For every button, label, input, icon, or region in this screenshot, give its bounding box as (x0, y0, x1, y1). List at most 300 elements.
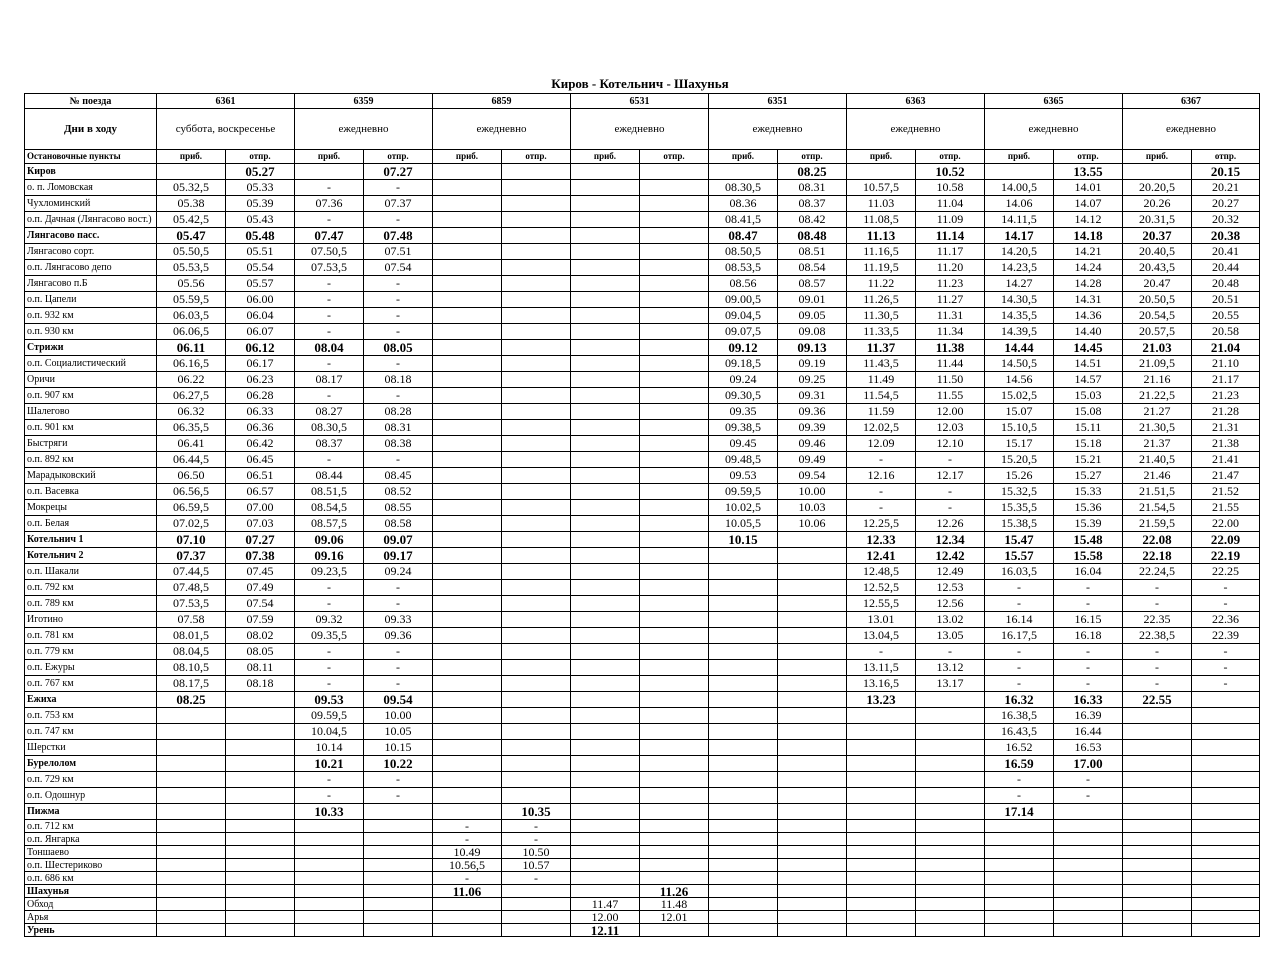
train-number: 6365 (985, 94, 1123, 109)
arrival-time (571, 356, 640, 372)
train-number: 6361 (157, 94, 295, 109)
arrival-time: - (985, 676, 1054, 692)
arrival-time (295, 872, 364, 885)
arrival-time: 13.16,5 (847, 676, 916, 692)
departure-time: 22.19 (1192, 548, 1260, 564)
departure-time: - (1054, 676, 1123, 692)
departure-time (502, 356, 571, 372)
arrival-time (433, 532, 502, 548)
departure-time (502, 372, 571, 388)
departure-time (778, 724, 847, 740)
departure-time: 21.52 (1192, 484, 1260, 500)
departure-time: - (916, 452, 985, 468)
departure-time (502, 756, 571, 772)
stop-row (25, 580, 1260, 596)
stop-name: о.п. 901 км (25, 420, 157, 436)
arrival-time: - (433, 833, 502, 846)
departure-time: 13.02 (916, 612, 985, 628)
stop-row (25, 924, 1260, 937)
arrival-time: 11.54,5 (847, 388, 916, 404)
departure-time (226, 898, 295, 911)
arrival-time: 22.08 (1123, 532, 1192, 548)
departure-time (640, 356, 709, 372)
departure-time (502, 228, 571, 244)
arrival-time (295, 924, 364, 937)
stop-row (25, 388, 1260, 404)
arrival-time: 06.56,5 (157, 484, 226, 500)
departure-time (640, 452, 709, 468)
arrival-time: - (295, 356, 364, 372)
departure-time: 06.45 (226, 452, 295, 468)
arrival-time (433, 564, 502, 580)
departure-time: - (1054, 788, 1123, 804)
departure-time (640, 740, 709, 756)
arrival-time (1123, 820, 1192, 833)
stop-name: Оричи (25, 372, 157, 388)
departure-time (778, 833, 847, 846)
stop-name: Киров (25, 164, 157, 180)
stop-row (25, 676, 1260, 692)
departure-time (1192, 820, 1260, 833)
arrival-time: - (295, 292, 364, 308)
departure-time (916, 788, 985, 804)
departure-time: 12.03 (916, 420, 985, 436)
departure-time: 16.15 (1054, 612, 1123, 628)
arrival-time (433, 404, 502, 420)
departure-time (640, 372, 709, 388)
departure-time: 09.33 (364, 612, 433, 628)
arrival-time: 09.30,5 (709, 388, 778, 404)
arrival-time: 16.03,5 (985, 564, 1054, 580)
stop-row (25, 436, 1260, 452)
arrival-time (157, 885, 226, 898)
stop-row (25, 740, 1260, 756)
stop-name: о.п. Янгарка (25, 833, 157, 846)
stop-row (25, 420, 1260, 436)
departure-time: 11.55 (916, 388, 985, 404)
arrival-time: 14.20,5 (985, 244, 1054, 260)
arrival-time (571, 532, 640, 548)
arrival-time (571, 756, 640, 772)
stop-row (25, 708, 1260, 724)
arrival-time (985, 820, 1054, 833)
departure-time: - (1192, 676, 1260, 692)
departure-time (1192, 885, 1260, 898)
departure-time: - (364, 180, 433, 196)
arrival-time: - (433, 820, 502, 833)
departure-time (640, 212, 709, 228)
arrival-time (709, 628, 778, 644)
departure-time: 06.07 (226, 324, 295, 340)
departure-time: 08.38 (364, 436, 433, 452)
arrival-time (157, 724, 226, 740)
stop-row (25, 644, 1260, 660)
arrival-time (157, 872, 226, 885)
arrival-time (571, 452, 640, 468)
departure-time: 14.07 (1054, 196, 1123, 212)
departure-time: 15.33 (1054, 484, 1123, 500)
arrival-time (433, 500, 502, 516)
arrival-time (571, 628, 640, 644)
stop-row (25, 804, 1260, 820)
arrival-time (295, 911, 364, 924)
arrival-time (433, 484, 502, 500)
departure-time (502, 580, 571, 596)
arrival-time: 09.53 (709, 468, 778, 484)
arrival-time: 14.56 (985, 372, 1054, 388)
stop-row (25, 612, 1260, 628)
arrival-time (295, 833, 364, 846)
departure-time: 15.03 (1054, 388, 1123, 404)
arrival-time (571, 564, 640, 580)
departure-time: 08.05 (226, 644, 295, 660)
arrival-time (571, 676, 640, 692)
departure-time (778, 756, 847, 772)
departure-time (502, 308, 571, 324)
arrival-time: 13.04,5 (847, 628, 916, 644)
arrival-time: 20.47 (1123, 276, 1192, 292)
departure-time (640, 708, 709, 724)
arrival-time (1123, 740, 1192, 756)
arrival-time: 20.50,5 (1123, 292, 1192, 308)
stop-name: Иготино (25, 612, 157, 628)
arrival-time: 08.53,5 (709, 260, 778, 276)
departure-time: 08.54 (778, 260, 847, 276)
departure-time: 16.53 (1054, 740, 1123, 756)
departure-time (502, 548, 571, 564)
arrival-time: - (295, 676, 364, 692)
stop-name: Урень (25, 924, 157, 937)
departure-time (226, 756, 295, 772)
arrival-time (709, 548, 778, 564)
departure-time: 07.54 (226, 596, 295, 612)
arrival-time (433, 180, 502, 196)
stop-name: о.п. 779 км (25, 644, 157, 660)
departure-time: 20.55 (1192, 308, 1260, 324)
departure-time: 12.01 (640, 911, 709, 924)
arrival-time (571, 436, 640, 452)
departure-time: 21.23 (1192, 388, 1260, 404)
arrival-time: 13.01 (847, 612, 916, 628)
departure-time: - (364, 580, 433, 596)
departure-time (364, 859, 433, 872)
departure-time: - (364, 308, 433, 324)
arrival-time (295, 820, 364, 833)
train-days: ежедневно (433, 109, 571, 150)
stop-name: о.п. Цапели (25, 292, 157, 308)
arrival-time: 12.33 (847, 532, 916, 548)
arrival-time (571, 388, 640, 404)
departure-time (778, 580, 847, 596)
departure-time (502, 516, 571, 532)
departure-time (916, 885, 985, 898)
stop-row (25, 308, 1260, 324)
stop-name: Котельнич 2 (25, 548, 157, 564)
arrival-time (847, 708, 916, 724)
departure-time: 08.51 (778, 244, 847, 260)
arrival-time (1123, 924, 1192, 937)
stop-name: Чухломинский (25, 196, 157, 212)
stop-row (25, 846, 1260, 859)
departure-time (640, 244, 709, 260)
departure-time: 10.00 (778, 484, 847, 500)
arrival-time: 11.30,5 (847, 308, 916, 324)
arrival-time: 09.04,5 (709, 308, 778, 324)
arrival-time (1123, 708, 1192, 724)
departure-time: 08.02 (226, 628, 295, 644)
stop-row (25, 292, 1260, 308)
departure-time (502, 772, 571, 788)
stop-name: о.п. 753 км (25, 708, 157, 724)
departure-time (502, 212, 571, 228)
arrival-time: 15.02,5 (985, 388, 1054, 404)
departure-time: 20.21 (1192, 180, 1260, 196)
departure-time (226, 833, 295, 846)
departure-time (778, 924, 847, 937)
departure-time: 05.39 (226, 196, 295, 212)
arrival-time: - (295, 180, 364, 196)
arrival-time: - (1123, 660, 1192, 676)
arrival-time: 05.56 (157, 276, 226, 292)
departure-time: 07.51 (364, 244, 433, 260)
departure-time (502, 164, 571, 180)
departure-time: 22.25 (1192, 564, 1260, 580)
arrival-header: приб. (295, 150, 364, 164)
arrival-time (847, 772, 916, 788)
arrival-time (433, 324, 502, 340)
departure-time (502, 628, 571, 644)
arrival-time: 06.11 (157, 340, 226, 356)
arrival-time: 14.00,5 (985, 180, 1054, 196)
arrival-time (1123, 833, 1192, 846)
train-days: ежедневно (985, 109, 1123, 150)
departure-time (1192, 911, 1260, 924)
arrival-time (709, 740, 778, 756)
departure-time: 20.41 (1192, 244, 1260, 260)
arrival-time: 20.54,5 (1123, 308, 1192, 324)
arrival-time: - (1123, 580, 1192, 596)
departure-time: 07.37 (364, 196, 433, 212)
departure-time (640, 468, 709, 484)
arrival-time: 10.02,5 (709, 500, 778, 516)
departure-time (778, 660, 847, 676)
train-days: ежедневно (1123, 109, 1260, 150)
arrival-time: - (295, 324, 364, 340)
departure-time (778, 788, 847, 804)
departure-time: 06.57 (226, 484, 295, 500)
arrival-time: 21.03 (1123, 340, 1192, 356)
departure-time (640, 420, 709, 436)
arrival-time: - (985, 580, 1054, 596)
arrival-time (571, 859, 640, 872)
departure-time: 06.36 (226, 420, 295, 436)
arrival-time: 09.32 (295, 612, 364, 628)
stop-name: о.п. 712 км (25, 820, 157, 833)
arrival-time: 13.23 (847, 692, 916, 708)
departure-time: - (364, 388, 433, 404)
stop-row (25, 324, 1260, 340)
departure-time (502, 340, 571, 356)
arrival-time: 21.54,5 (1123, 500, 1192, 516)
arrival-time (571, 180, 640, 196)
train-days: ежедневно (571, 109, 709, 150)
stop-name: о.п. Белая (25, 516, 157, 532)
departure-time (916, 911, 985, 924)
arrival-time: 15.20,5 (985, 452, 1054, 468)
departure-time (640, 820, 709, 833)
departure-time (778, 532, 847, 548)
departure-time (1054, 872, 1123, 885)
arrival-time: 07.53,5 (295, 260, 364, 276)
departure-time: - (364, 292, 433, 308)
stop-row (25, 724, 1260, 740)
departure-time (640, 564, 709, 580)
arrival-time: - (295, 788, 364, 804)
stop-name: Котельнич 1 (25, 532, 157, 548)
departure-time: 12.00 (916, 404, 985, 420)
stop-name: о.п. 729 км (25, 772, 157, 788)
departure-time: 11.27 (916, 292, 985, 308)
arrival-time: 09.59,5 (295, 708, 364, 724)
arrival-time: 07.02,5 (157, 516, 226, 532)
departure-time (916, 820, 985, 833)
departure-time: - (1054, 772, 1123, 788)
departure-time: 20.15 (1192, 164, 1260, 180)
departure-time (226, 804, 295, 820)
departure-time (364, 846, 433, 859)
departure-time: 11.26 (640, 885, 709, 898)
train-days: ежедневно (709, 109, 847, 150)
arrival-time (985, 833, 1054, 846)
departure-time (502, 324, 571, 340)
departure-time: 14.21 (1054, 244, 1123, 260)
arrival-time: - (985, 772, 1054, 788)
arrival-time: 21.37 (1123, 436, 1192, 452)
arrival-time: - (847, 644, 916, 660)
departure-time (778, 740, 847, 756)
departure-time: 05.54 (226, 260, 295, 276)
arrival-time: 08.27 (295, 404, 364, 420)
departure-time (778, 708, 847, 724)
arrival-time (847, 833, 916, 846)
arrival-time: 16.17,5 (985, 628, 1054, 644)
departure-time: 11.48 (640, 898, 709, 911)
departure-time: 14.24 (1054, 260, 1123, 276)
arrival-time (847, 788, 916, 804)
departure-time (1192, 898, 1260, 911)
train-number: 6351 (709, 94, 847, 109)
departure-time (1054, 911, 1123, 924)
arrival-time: 21.40,5 (1123, 452, 1192, 468)
departure-time: 10.57 (502, 859, 571, 872)
departure-time: - (1054, 596, 1123, 612)
departure-time (640, 612, 709, 628)
arrival-time: 14.44 (985, 340, 1054, 356)
departure-time (502, 596, 571, 612)
page-title: Киров - Котельнич - Шахунья (551, 76, 729, 91)
train-days: ежедневно (295, 109, 433, 150)
arrival-time (985, 872, 1054, 885)
stop-row (25, 885, 1260, 898)
arrival-time (571, 692, 640, 708)
departure-time: - (364, 212, 433, 228)
stop-row (25, 859, 1260, 872)
arrival-time: 06.44,5 (157, 452, 226, 468)
departure-time (916, 772, 985, 788)
arrival-time (1123, 846, 1192, 859)
departure-time (502, 196, 571, 212)
arrival-time: - (295, 772, 364, 788)
departure-time: 09.54 (778, 468, 847, 484)
arrival-time: 08.01,5 (157, 628, 226, 644)
departure-time (916, 833, 985, 846)
stop-row (25, 404, 1260, 420)
departure-time (640, 180, 709, 196)
arrival-time: 05.42,5 (157, 212, 226, 228)
arrival-time: 08.30,5 (709, 180, 778, 196)
departure-time: 11.31 (916, 308, 985, 324)
arrival-time (433, 804, 502, 820)
arrival-time (157, 756, 226, 772)
departure-time: - (1054, 580, 1123, 596)
departure-time (778, 644, 847, 660)
departure-time: 06.23 (226, 372, 295, 388)
arrival-time: 08.56 (709, 276, 778, 292)
arrival-time (571, 404, 640, 420)
departure-time: 13.12 (916, 660, 985, 676)
arrival-time: 11.43,5 (847, 356, 916, 372)
arrival-time: 12.16 (847, 468, 916, 484)
arrival-time (985, 898, 1054, 911)
departure-time: 10.52 (916, 164, 985, 180)
arr-dep-header-row (25, 150, 1260, 164)
stop-name: о.п. Одошнур (25, 788, 157, 804)
departure-time: 06.33 (226, 404, 295, 420)
arrival-time (571, 724, 640, 740)
departure-time: 15.48 (1054, 532, 1123, 548)
arrival-time (709, 788, 778, 804)
stop-name: о.п. 907 км (25, 388, 157, 404)
arrival-time (985, 859, 1054, 872)
arrival-time: 08.41,5 (709, 212, 778, 228)
arrival-time: 09.24 (709, 372, 778, 388)
departure-time (1054, 859, 1123, 872)
departure-time (502, 468, 571, 484)
departure-time: 16.39 (1054, 708, 1123, 724)
departure-time (640, 596, 709, 612)
arrival-time: 09.35 (709, 404, 778, 420)
departure-time: 08.05 (364, 340, 433, 356)
departure-time (502, 500, 571, 516)
arrival-time: 14.23,5 (985, 260, 1054, 276)
arrival-time (1123, 756, 1192, 772)
arrival-time (433, 788, 502, 804)
departure-time: 16.18 (1054, 628, 1123, 644)
departure-time (502, 564, 571, 580)
stop-row (25, 516, 1260, 532)
arrival-time: 22.35 (1123, 612, 1192, 628)
departure-time (640, 628, 709, 644)
departure-time: 15.39 (1054, 516, 1123, 532)
arrival-time (571, 772, 640, 788)
arrival-time: 10.14 (295, 740, 364, 756)
departure-time: 12.49 (916, 564, 985, 580)
stop-row (25, 692, 1260, 708)
departure-time: 21.10 (1192, 356, 1260, 372)
departure-time (640, 833, 709, 846)
stop-name: о.п. 767 км (25, 676, 157, 692)
arrival-time: 12.48,5 (847, 564, 916, 580)
